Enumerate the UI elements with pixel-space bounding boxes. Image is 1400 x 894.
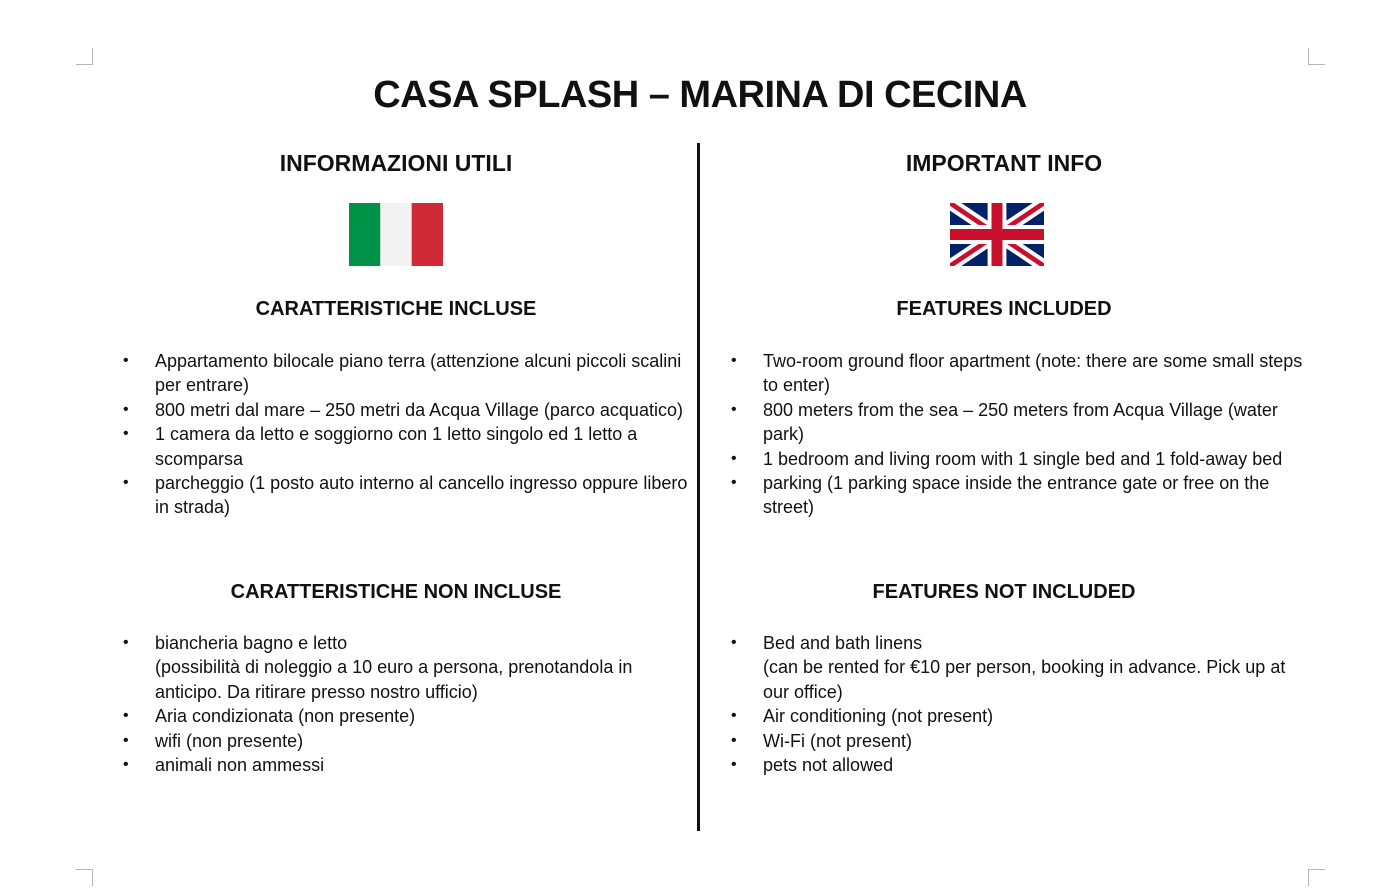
italian-included-heading: CARATTERISTICHE INCLUSE <box>255 298 537 320</box>
list-item: • 1 bedroom and living room with 1 single bed and 1 fold-away bed <box>726 447 1306 471</box>
list-item: • Two-room ground floor apartment (note: there are some small steps to enter) <box>726 349 1306 398</box>
list-item-note: (can be rented for €10 per person, booking in advance. Pick up at our office) <box>763 657 1286 702</box>
italian-included-list <box>118 349 698 520</box>
english-included-heading: FEATURES INCLUDED <box>896 298 1112 320</box>
italian-excluded-heading: CARATTERISTICHE NON INCLUSE <box>230 581 562 603</box>
list-item-text: Bed and bath linens <box>763 633 923 653</box>
page-corner-top-right <box>1308 48 1325 65</box>
list-item: • Wi-Fi (not present) <box>726 729 1306 753</box>
list-item: • Appartamento bilocale piano terra (attenzione alcuni piccoli scalini per entrare) <box>118 349 698 398</box>
italian-excluded-list <box>118 631 698 777</box>
list-item-note: (possibilità di noleggio a 10 euro a persona, prenotandola in anticipo. Da ritirare presso nostro ufficio) <box>155 657 633 702</box>
english-included-list <box>726 349 1306 520</box>
list-item-text: biancheria bagno e letto <box>155 633 348 653</box>
english-excluded-heading: FEATURES NOT INCLUDED <box>872 581 1136 603</box>
page-corner-top-left <box>76 48 93 65</box>
list-item: • 800 meters from the sea – 250 meters from Acqua Village (water park) <box>726 398 1306 447</box>
italian-heading: INFORMAZIONI UTILI <box>279 150 513 176</box>
italy-flag-icon <box>349 203 443 266</box>
page-corner-bottom-left <box>76 869 93 886</box>
list-item: • Aria condizionata (non presente) <box>118 704 698 728</box>
list-item <box>118 631 698 704</box>
list-item: • parcheggio (1 posto auto interno al cancello ingresso oppure libero in strada) <box>118 471 698 520</box>
uk-flag-icon <box>950 203 1044 266</box>
page-corner-bottom-right <box>1308 869 1325 886</box>
list-item <box>726 631 1306 704</box>
list-item: • pets not allowed <box>726 753 1306 777</box>
english-excluded-list <box>726 631 1306 777</box>
list-item: • 800 metri dal mare – 250 metri da Acqua Village (parco acquatico) <box>118 398 698 422</box>
list-item: • animali non ammessi <box>118 753 698 777</box>
list-item: • Air conditioning (not present) <box>726 704 1306 728</box>
list-item: • wifi (non presente) <box>118 729 698 753</box>
english-heading: IMPORTANT INFO <box>905 150 1103 176</box>
list-item: • parking (1 parking space inside the entrance gate or free on the street) <box>726 471 1306 520</box>
list-item: • 1 camera da letto e soggiorno con 1 letto singolo ed 1 letto a scomparsa <box>118 422 698 471</box>
document-title: CASA SPLASH – MARINA DI CECINA <box>373 74 1027 116</box>
